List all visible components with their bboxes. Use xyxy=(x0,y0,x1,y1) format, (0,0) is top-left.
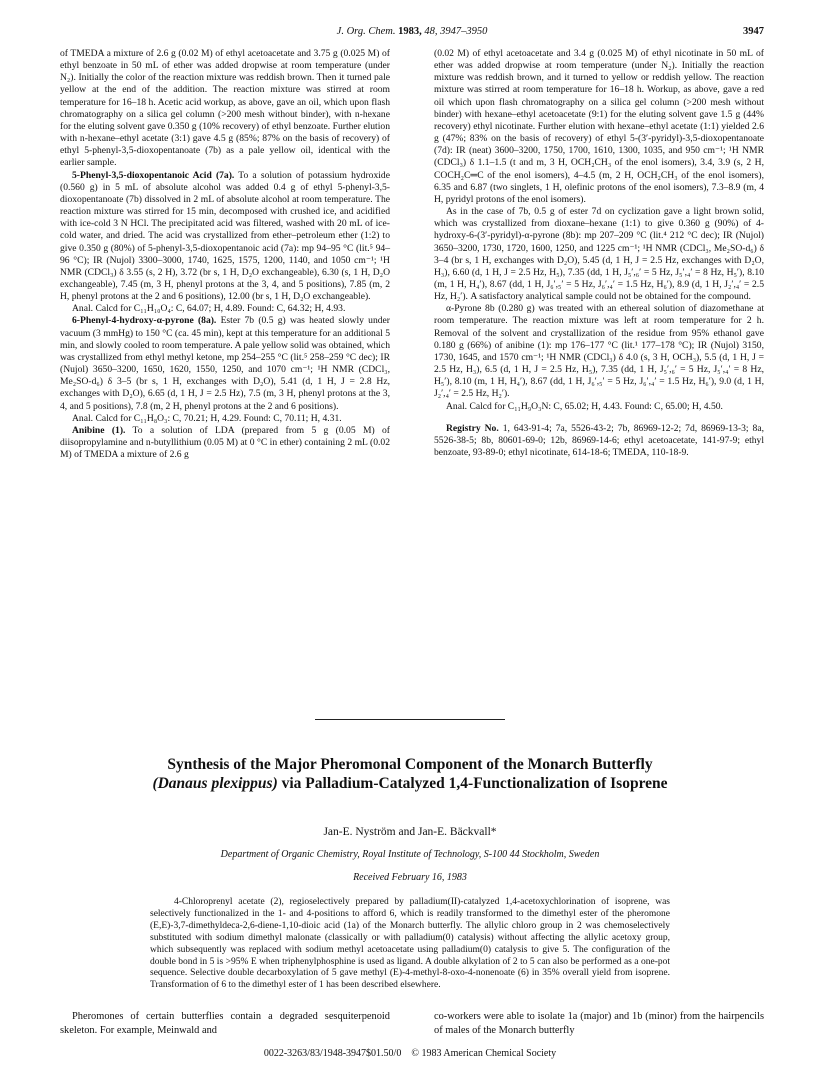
page-footer xyxy=(100,1048,720,1059)
left-paragraph-5: Anal. Calcd for C₁₁H₈O₃: C, 70.21; H, 4.29. Found: C, 70.11; H, 4.31. xyxy=(72,412,342,424)
left-paragraph-3: Anal. Calcd for C₁₁H₁₀O₄: C, 64.07; H, 4.89. Found: C, 64.32; H, 4.93. xyxy=(72,303,346,315)
intro-right-column xyxy=(434,1010,764,1037)
running-header xyxy=(60,26,764,42)
right-paragraph-2: As in the case of 7b, 0.5 g of ester 7d on cyclization gave a light brown solid, which was crystallized from dioxane–hexane (1:1) to give 0.360 g (90%) of 4-hydroxy-6-(3′-pyridyl)-α-pyrone (8b): mp 207–209 °C (lit.⁴ 212 °C dec); IR (Nujol) 3650–3200, 1730, 1720, 1600, 1250, and 1225 cm⁻¹; ¹H NMR (CDCl₃, Me₂SO-d₆) δ 3–4 (br s, 1 H, exchanges with D₂O), 5.45 (d, 1 H, J = 2.5 Hz, exchanges with D₂O, H₃), 6.60 (d, 1 H, J = 2.5 Hz, H₅), 7.35 (dd, 1 H, J₅′,₆′ = 5 Hz, J₅′,₄′ = 8 Hz, H₅′), 8.10 (m, 1 H, H₄′), 8.67 (dd, 1 H, J₆′,₅′ = 5 Hz, J₆′,₄′ = 1.5 Hz, H₆′), 8.9 (d, 1 H, J₂′,₄′ = 2.5 Hz, H₂′). A satisfactory analytical sample could not be obtained for the compound. xyxy=(434,206,764,303)
journal-citation xyxy=(60,26,764,37)
journal-year: 1983, xyxy=(398,26,422,37)
section-heading-anibine: Anibine (1). xyxy=(72,424,126,436)
species-name: (Danaus plexippus) xyxy=(152,775,278,792)
abstract xyxy=(150,897,670,992)
left-paragraph-4: 6-Phenyl-4-hydroxy-α-pyrone (8a). Ester 7b (0.5 g) was heated slowly under vacuum (3 mmHg) to 150 °C (ca. 45 min), kept at this temperature for an additional 5 min, and slowly cooled to room temperature. A pale yellow solid was obtained, which was crystallized from ethyl methyl ketone, mp 254–255 °C (lit.⁵ 258–259 °C dec); IR (Nujol) 3650–3200, 1650, 1620, 1550, 1250, and 1070 cm⁻¹; ¹H NMR (CDCl₃, Me₂SO-d₆) δ 3–5 (br s, 1 H, exchanges with D₂O), 5.41 (d, 1 H, J = 2.8 Hz, exchanges with D₂O), 6.65 (d, 1 H, J = 2.5 Hz), 7.5 (m, 3 H, phenyl protons at the 3, 4, and 5 positions), 7.8 (m, 2 H, phenyl protons at the 2 and 6 positions). xyxy=(60,315,390,412)
author-list: Jan-E. Nyström and Jan-E. Bäckvall* xyxy=(323,826,497,838)
journal-pages: 3947–3950 xyxy=(440,26,488,37)
right-paragraph-3: α-Pyrone 8b (0.280 g) was treated with an ethereal solution of diazomethane at room temperature. The reaction mixture was left at room temperature for 2 h. Removal of the solvent and crystallization of the residue from 95% ethanol gave 0.180 g (66%) of anibine (1): mp 176–177 °C (lit.¹ 177–178 °C); IR (Nujol) 3150, 1730, 1645, and 1570 cm⁻¹; ¹H NMR (CDCl₃) δ 4.0 (s, 3 H, OCH₃), 5.5 (d, 1 H, J = 2.5 Hz, H₃), 6.5 (d, 1 H, J = 2.5 Hz, H₅), 7.35 (dd, 1 H, J₅′,₆′ = 5 Hz, J₅′,₄′ = 8 Hz, H₅′), 8.10 (m, 1 H, H₄′), 8.67 (dd, 1 H, J₆′,₅′ = 5 Hz, J₆′,₄′ = 1.5 Hz, H₆′), 9.0 (d, 1 H, J₂′,₄′ = 2.5 Hz, H₂′). xyxy=(434,303,764,400)
right-column xyxy=(434,48,764,459)
registry-heading: Registry No. xyxy=(446,422,499,434)
abstract-text: 4-Chloroprenyl acetate (2), regioselectively prepared by palladium(II)-catalyzed 1,4-acetoxychlorination of isoprene, was selectively functionalized in the 1- and 4-positions to afford 6, which is readily transformed to the dimethyl ester of the pheromone (E,E)-3,7-dimethyldeca-2,6-diene-1,10-dioic acid (1a) of the Monarch butterfly. The allylic chloro group in 2 was chemoselectively substituted with sodium dimethyl malonate (classically or with palladium(0) catalysis) without affecting the allylic acetoxy group, which subsequently was replaced with sodium methyl acetoacetate using palladium(0) catalysis to give 5. The configuration of the double bond in 5 is >95% E when triphenylphosphine is used as ligand. A double alkylation of 2 to 5 can also be performed as a one-pot sequence. Selective double decarboxylation of 5 gave methyl (E)-4-methyl-8-oxo-4-nonenoate (6) in 35% overall yield from isoprene. Transformation of 6 to the dimethyl ester of 1 has been described elsewhere. xyxy=(150,897,670,991)
registry-numbers: Registry No. 1, 643-91-4; 7a, 5526-43-2; 7b, 86969-12-2; 7d, 86969-13-3; 8a, 5526-38-5; 8b, 80601-69-0; 12b, 86969-14-6; ethyl acetoacetate, 141-97-9; ethyl benzoate, 93-89-0; ethyl nicotinate, 614-18-6; TMEDA, 110-18-9. xyxy=(434,422,764,458)
copyright-notice: © 1983 American Chemical Society xyxy=(411,1048,557,1059)
intro-left-column xyxy=(60,1010,390,1037)
right-paragraph-4: Anal. Calcd for C₁₁H₉O₃N: C, 65.02; H, 4.43. Found: C, 65.00; H, 4.50. xyxy=(446,400,723,412)
page-number: 3947 xyxy=(743,26,764,37)
left-paragraph-2: 5-Phenyl-3,5-dioxopentanoic Acid (7a). To a solution of potassium hydroxide (0.560 g) in 5 mL of absolute alcohol was added 0.4 g of ethyl 5-phenyl-3,5-dioxopentanoate (7b) dissolved in 2 mL of absolute alcohol at room temperature. The reaction mixture was stirred for 15 min, decomposed with crushed ice, and acidified with ice-cold 3 N HCl. The precipitated acid was filtered, washed with 20 mL of ice-cold water, and dried. The acid was crystallized from ether–petroleum ether (1:2) to give 0.350 g (80%) of 5-phenyl-3,5-dioxopentanoic acid (7a): mp 94–95 °C (lit.⁵ 94–96 °C); IR (Nujol) 3300–3000, 1740, 1625, 1575, 1200, 1140, and 1050 cm⁻¹; ¹H NMR (CDCl₃) δ 3.55 (s, 2 H), 3.72 (br s, 1 H, D₂O exchangeable), 6.30 (s, 1 H, D₂O exchangeable), 7.45 (m, 3 H, phenyl protons at the 3, 4, and 5 positions), 7.85 (m, 2 H, phenyl protons at the 2 and 6 positions), 12.00 (br s, 1 H, D₂O exchangeable). xyxy=(60,169,390,303)
left-paragraph-1: of TMEDA a mixture of 2.6 g (0.02 M) of ethyl acetoacetate and 3.75 g (0.025 M) of ethyl benzoate in 50 mL of ether was added dropwise at room temperature (under N₂). Initially the color of the reaction mixture was reddish brown. Then it turned pale yellow at the end of the addition. The reaction mixture was stirred at room temperature for 16–18 h. Acetic acid workup, as above, gave an oil, which upon flash chromatography on a silica gel column (>200 mesh without binder), with n-hexane for the eluting solvent gave 0.350 g (10% recovery) of ethyl benzoate. Further elution with n-hexane–ethyl acetate (3:1) gave 4.5 g (85%; 87% on the basis of recovery) of ethyl 5-phenyl-3,5-dioxopentanoate (7b) as a pale yellow oil, identical with the earlier sample. xyxy=(60,48,390,169)
section-heading-8a: 6-Phenyl-4-hydroxy-α-pyrone (8a). xyxy=(72,315,217,327)
section-divider xyxy=(315,719,505,720)
right-paragraph-1: (0.02 M) of ethyl acetoacetate and 3.4 g (0.025 M) of ethyl nicotinate in 50 mL of ether was added dropwise at room temperature (under N₂). Initially the reaction mixture was reddish brown, and it turned to yellow or reddish yellow. The reaction mixture was stirred at room temperature for 16–18 h. Workup, as above, gave a red oil which upon flash chromatography on a silica gel column (>200 mesh without binder) with hexane–ethyl acetoacetate (9:1) for the eluting solvent gave 1.5 g (44% recovery) ethyl nicotinate. Further elution with hexane–ethyl acetate (1:1) yielded 2.6 g (47%; 83% on the basis of recovery) of ethyl 5-(3′-pyridyl)-3,5-dioxopentanoate (7d): IR (neat) 3600–3200, 1750, 1700, 1610, 1300, 1035, and 950 cm⁻¹; ¹H NMR (CDCl₃) δ 1.1–1.5 (t and m, 3 H, OCH₂CH₃ of the enol isomers), 3.4, 3.9 (s, 2 H, COCH₂C═C of the enol isomers), 4–4.5 (m, 2 H, OCH₂CH₃ of the enol isomers), 6.35 and 6.87 (two singlets, 1 H, olefinic protons of the enol isomers), 7.3–8.9 (m, 4 H, pyridyl protons of the enol isomers). xyxy=(434,48,764,205)
journal-title: J. Org. Chem. xyxy=(336,26,396,37)
received-date: Received February 16, 1983 xyxy=(353,872,467,883)
intro-left-text: Pheromones of certain butterflies contain a degraded sesquiterpenoid skeleton. For example, Meinwald and xyxy=(60,1011,390,1036)
affiliation: Department of Organic Chemistry, Royal Institute of Technology, S-100 44 Stockholm, Sweden xyxy=(220,849,600,860)
section-heading-7a: 5-Phenyl-3,5-dioxopentanoic Acid (7a). xyxy=(72,169,235,181)
intro-right-text: co-workers were able to isolate 1a (major) and 1b (minor) from the hairpencils of males of the Monarch butterfly xyxy=(434,1011,764,1036)
article-title: Synthesis of the Major Pheromonal Component of the Monarch Butterfly (Danaus plexippus) via Palladium-Catalyzed 1,4-Functionalization of Isoprene xyxy=(152,756,668,792)
journal-volume: 48, xyxy=(424,26,438,37)
left-column xyxy=(60,48,390,461)
left-paragraph-6: Anibine (1). To a solution of LDA (prepared from 5 g (0.05 M) of diisopropylamine and n-butyllithium (0.05 M) at 0 °C in ether) containing 2 mL (0.02 M) of TMEDA a mixture of 2.6 g xyxy=(60,424,390,461)
manuscript-code: 0022-3263/83/1948-3947$01.50/0 xyxy=(263,1048,402,1059)
